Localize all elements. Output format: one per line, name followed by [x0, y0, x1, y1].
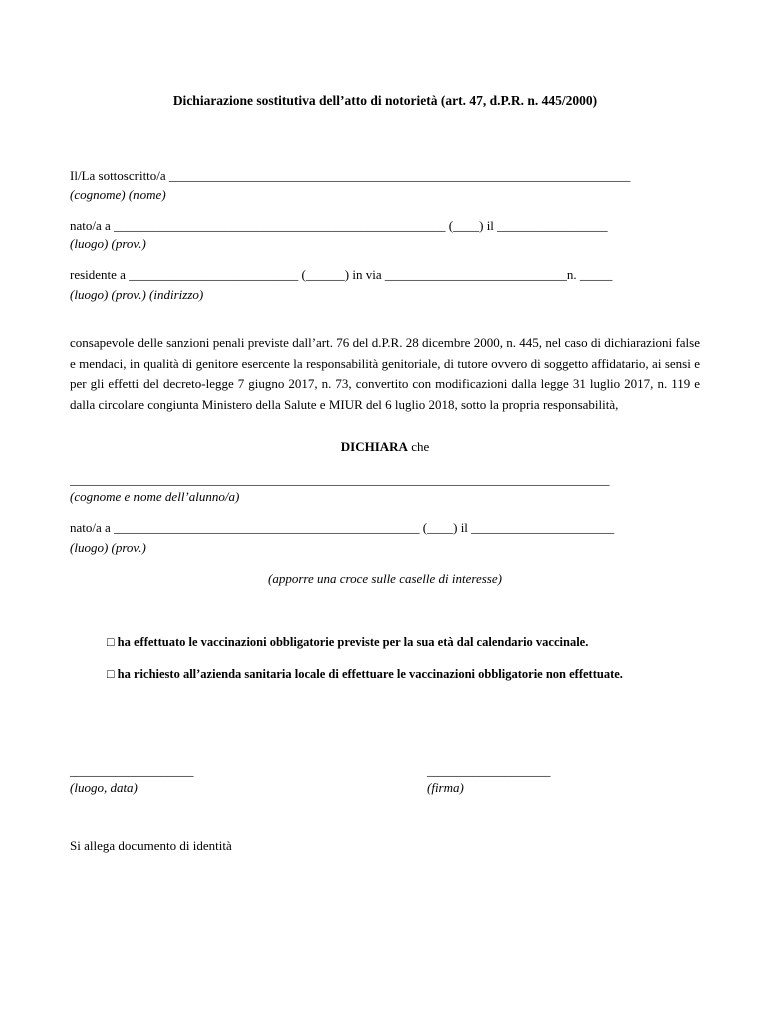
place-date-line: ___________________: [70, 763, 194, 778]
declarant-birth-hint: (luogo) (prov.): [70, 236, 146, 251]
student-name-line: ___________________________________________________________________________________: [70, 472, 610, 487]
attachment-note: Si allega documento di identità: [70, 838, 232, 853]
document-title: Dichiarazione sostitutiva dell’atto di notorietà (art. 47, d.P.R. n. 445/2000): [172, 93, 598, 108]
option-vaccinations-requested[interactable]: □ ha richiesto all’azienda sanitaria locale di effettuare le vaccinazioni obbligatorie non effettuate.: [107, 667, 623, 681]
student-birth-hint: (luogo) (prov.): [70, 540, 146, 555]
student-birth-line: nato/a a _______________________________________________ (____) il ______________________: [70, 520, 615, 535]
option-vaccinations-done[interactable]: □ ha effettuato le vaccinazioni obbligatorie previste per la sua età dal calendario vaccinale.: [107, 635, 589, 649]
declarant-birth-line: nato/a a ___________________________________________________ (____) il _________________: [70, 218, 608, 233]
body-paragraph: consapevole delle sanzioni penali previste dall’art. 76 del d.P.R. 28 dicembre 2000, n. 445, nel caso di dichiarazioni false e mendaci, in qualità di genitore esercente la responsabilità genitoriale, di tutore ovvero di soggetto affidatario, ai sensi e per gli effetti del decreto-legge 7 giugno 2017, n. 73, convertito con modificazioni dalla legge 31 luglio 2017, n. 119 e dalla circolare congiunta Ministero della Salute e MIUR del 6 luglio 2018, sotto la propria responsabilità,: [70, 335, 700, 412]
signature-line: ___________________: [427, 763, 551, 778]
declarant-residence-hint: (luogo) (prov.) (indirizzo): [70, 287, 204, 302]
signature-hint: (firma): [427, 780, 464, 795]
declares-suffix: che: [407, 439, 430, 454]
place-date-hint: (luogo, data): [70, 780, 138, 795]
instruction-text: (apporre una croce sulle caselle di interesse): [268, 571, 502, 586]
declares-keyword: DICHIARA: [340, 439, 408, 454]
declares-heading: [0, 439, 770, 455]
declarant-name-hint: (cognome) (nome): [70, 187, 166, 202]
declarant-name-line: Il/La sottoscritto/a _______________________________________________________________________: [70, 168, 631, 183]
declarant-residence-line: residente a __________________________ (______) in via ____________________________n. _____: [70, 267, 613, 282]
student-name-hint: (cognome e nome dell’alunno/a): [70, 489, 240, 504]
